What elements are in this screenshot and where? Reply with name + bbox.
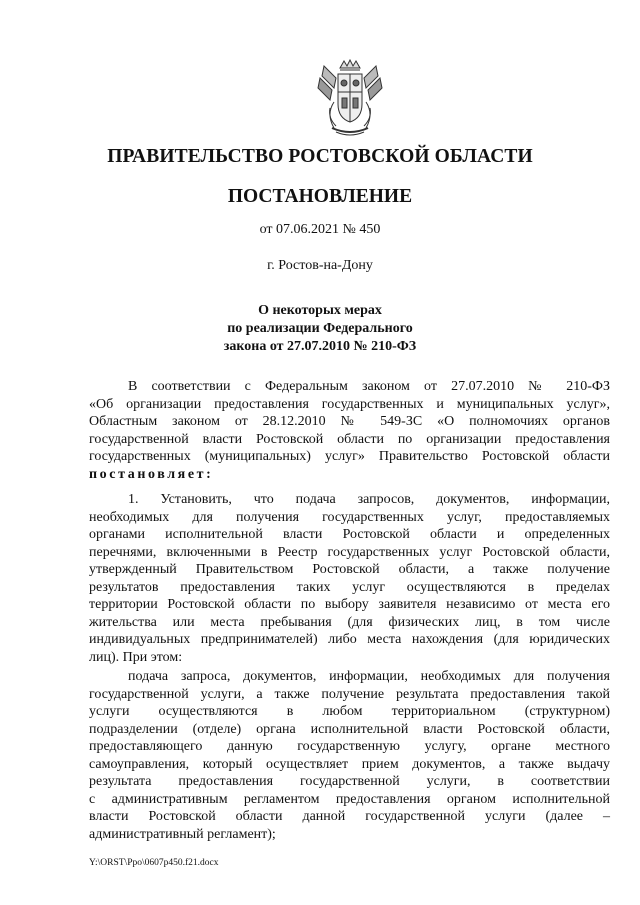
text-line: «Об организации предоставления государственных и муниципальных услуг»,: [89, 396, 610, 412]
text-line: подача запроса, документов, информации, необходимых для получения: [128, 669, 610, 684]
text-line: подразделении (отделе) органа исполнительной власти Ростовской области,: [89, 721, 610, 737]
decree-subject: [0, 302, 640, 356]
text-line: государственной власти Ростовской области по организации предоставления: [89, 431, 610, 447]
text-line: территории Ростовской области по выбору заявителя независимо от места его: [89, 597, 610, 612]
decree-city: г. Ростов-на-Дону: [267, 258, 373, 273]
item-1-subparagraph: [89, 668, 610, 843]
text-line: самоуправления, который осуществляет прием документов, а также выдачу: [89, 756, 610, 772]
text-line: индивидуальных предпринимателей) либо места нахождения (для юридических: [89, 632, 610, 647]
text-line: Областным законом от 28.12.2010 № 549-ЗС «О полномочиях органов: [89, 414, 610, 429]
text-line: предоставляющего данную государственную услугу, органе местного: [89, 739, 610, 754]
subject-line: закона от 27.07.2010 № 210-ФЗ: [223, 339, 417, 354]
text-line: 1. Установить, что подача запросов, документов, информации,: [128, 492, 610, 507]
text-line: результата предоставления государственной услуги, в соответствии: [89, 774, 610, 789]
text-line: перечнями, включенными в Реестр государственных услуг Ростовской области,: [89, 544, 610, 560]
text-line: государственных (муниципальных) услуг» Правительство Ростовской области: [89, 449, 610, 464]
subject-line: по реализации Федерального: [227, 321, 413, 336]
preamble-paragraph: [89, 378, 610, 483]
decree-date-number: от 07.06.2021 № 450: [259, 222, 381, 237]
file-path-footer: Y:\ORST\Ppo\0607p450.f21.docx: [89, 858, 219, 868]
coat-of-arms-icon: [316, 58, 384, 138]
resolves-word: постановляет:: [89, 466, 214, 482]
text-line: услуги осуществляются в любом территориальном (структурном): [89, 704, 610, 719]
text-line: лиц). При этом:: [89, 649, 183, 665]
subject-line: О некоторых мерах: [258, 303, 382, 318]
text-line: административный регламент);: [89, 826, 276, 842]
text-line: В соответствии с Федеральным законом от 27.07.2010 № 210-ФЗ: [128, 379, 610, 394]
text-line: утвержденный Правительством Ростовской области, а также получение: [89, 562, 610, 577]
item-1-paragraph: [89, 491, 610, 666]
text-line: органами исполнительной власти Ростовской области и определенных: [89, 527, 610, 542]
text-line: власти Ростовской области данной государственной услуги (далее –: [89, 809, 610, 824]
text-line: жительства или места пребывания (для физических лиц, в том числе: [89, 614, 610, 630]
government-title: ПРАВИТЕЛЬСТВО РОСТОВСКОЙ ОБЛАСТИ: [107, 146, 533, 167]
text-line: результатов предоставления таких услуг осуществляются в пределах: [89, 579, 610, 595]
document-type: ПОСТАНОВЛЕНИЕ: [227, 186, 413, 207]
text-line: необходимых для получения государственных услуг, предоставляемых: [89, 509, 610, 525]
text-line: с административным регламентом предоставления органом исполнительной: [89, 791, 610, 807]
text-line: государственной услуги, а также получение результата предоставления такой: [89, 686, 610, 702]
